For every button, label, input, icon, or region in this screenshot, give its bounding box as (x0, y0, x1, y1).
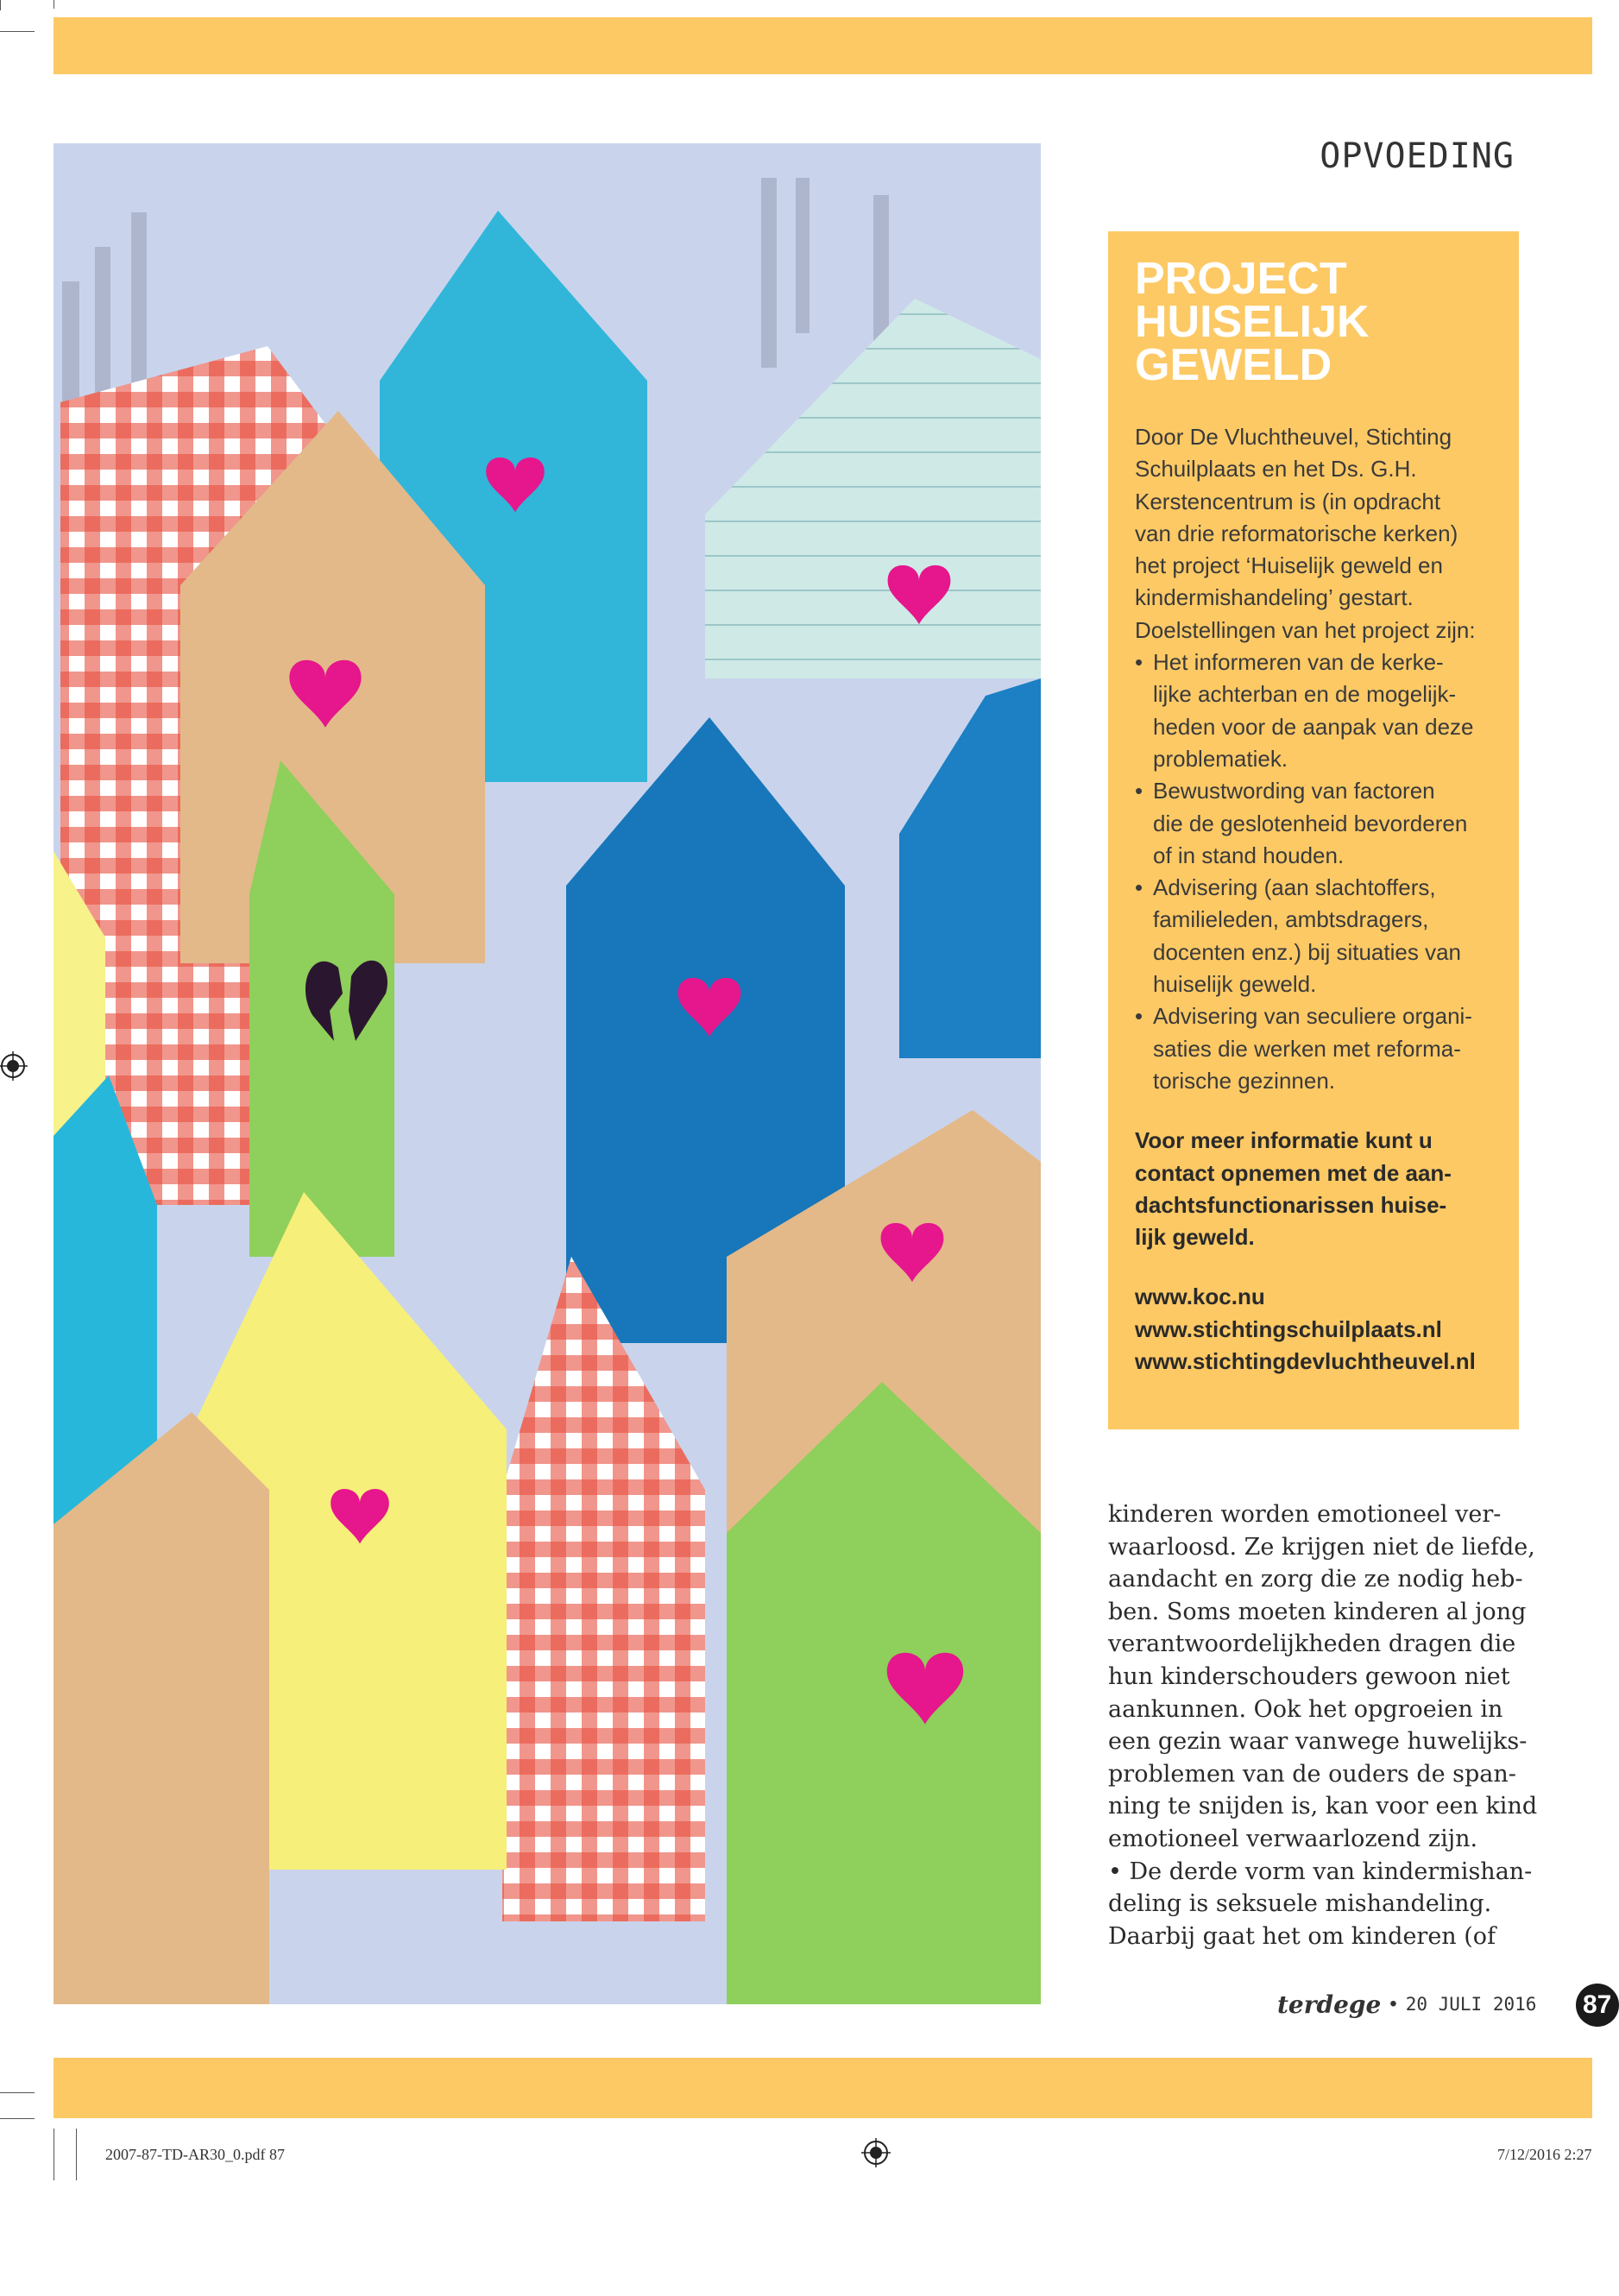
page-number: 87 (1576, 1984, 1619, 2027)
body-line: verantwoordelijkheden dragen die (1108, 1631, 1516, 1658)
body-line: een gezin waar vanwege huwelijks- (1108, 1728, 1528, 1756)
body-line: problemen van de ouders de span- (1108, 1760, 1516, 1788)
footer-separator: • (1389, 1992, 1397, 2015)
issue-date: 20 JULI 2016 (1405, 1994, 1537, 2015)
goal-line: • Het informeren van de kerke- (1153, 649, 1444, 676)
contact-line: lijk geweld. (1135, 1224, 1255, 1251)
paper-houses-illustration (54, 143, 1041, 2004)
print-slug (0, 2137, 1592, 2172)
link-schuilplaats[interactable]: www.stichtingschuilplaats.nl (1135, 1315, 1442, 1342)
goal-item (1135, 775, 1493, 872)
goal-line: familieleden, ambtsdragers, (1153, 906, 1429, 933)
slug-date: 7/12/2016 2:27 (1497, 2146, 1592, 2163)
goal-line: heden voor de aanpak van deze (1153, 713, 1474, 740)
registration-mark-icon (0, 1051, 28, 1081)
goals-list (1135, 647, 1493, 1097)
contact-line: dachtsfunctionarissen huise- (1135, 1191, 1447, 1218)
title-line: GEWELD (1135, 340, 1332, 390)
link-koc[interactable]: www.koc.nu (1135, 1284, 1265, 1310)
body-line: ben. Soms moeten kinderen al jong (1108, 1598, 1527, 1625)
goal-item (1135, 647, 1493, 775)
goal-line: • Advisering van seculiere organi- (1153, 1003, 1472, 1030)
body-line: kinderen worden emotioneel ver- (1108, 1501, 1502, 1528)
info-box-title (1135, 254, 1493, 390)
title-line: HUISELIJK (1135, 297, 1370, 347)
section-label: OPVOEDING (1320, 136, 1515, 176)
contact-line: contact opnemen met de aan- (1135, 1159, 1452, 1186)
house-kraft-bottom-left (54, 1412, 269, 2004)
body-line: deling is seksuele mishandeling. (1108, 1890, 1492, 1918)
body-line: ning te snijden is, kan voor een kind (1108, 1793, 1538, 1820)
link-vluchtheuvel[interactable]: www.stichtingdevluchtheuvel.nl (1135, 1348, 1476, 1375)
goal-line: lijke achterban en de mogelijk- (1153, 681, 1457, 708)
top-color-bar (54, 17, 1592, 74)
goal-line: • Bewustwording van factoren (1153, 778, 1435, 804)
goal-line: huiselijk geweld. (1153, 971, 1317, 998)
crop-mark (0, 0, 1, 10)
body-line: emotioneel verwaarlozend zijn. (1108, 1825, 1478, 1852)
intro-line: Kerstencentrum is (in opdracht (1135, 488, 1441, 514)
crop-mark (0, 2092, 35, 2093)
magazine-logo: terdege (1277, 1990, 1382, 2019)
contact-note (1135, 1125, 1493, 1253)
crop-mark (0, 2118, 35, 2119)
bottom-color-bar (54, 2058, 1592, 2118)
body-line: • De derde vorm van kindermishan- (1108, 1858, 1533, 1885)
goal-item (1135, 872, 1493, 1000)
intro-line: Schuilplaats en het Ds. G.H. (1135, 456, 1417, 483)
title-line: PROJECT (1135, 254, 1347, 304)
houses-collage (54, 143, 1041, 2004)
intro-line: van drie reformatorische kerken) (1135, 520, 1458, 546)
goal-line: • Advisering (aan slachtoffers, (1153, 874, 1436, 901)
goal-line: torische gezinnen. (1153, 1067, 1336, 1094)
body-line: aankunnen. Ook het opgroeien in (1108, 1695, 1503, 1723)
registration-mark-icon (861, 2138, 891, 2167)
article-body (1108, 1498, 1538, 1952)
goal-line: die de geslotenheid bevorderen (1153, 810, 1468, 836)
goal-line: docenten enz.) bij situaties van (1153, 938, 1461, 965)
body-line: aandacht en zorg die ze nodig heb- (1108, 1566, 1523, 1593)
body-line: waarloosd. Ze krijgen niet de liefde, (1108, 1533, 1535, 1561)
intro-line: kindermishandeling’ gestart. (1135, 584, 1414, 611)
contact-line: Voor meer informatie kunt u (1135, 1127, 1433, 1154)
intro-line: Door De Vluchtheuvel, Stichting (1135, 424, 1452, 450)
link-list (1135, 1281, 1493, 1378)
page-footer (1277, 1987, 1536, 2022)
info-box-intro (1135, 421, 1493, 615)
body-line: hun kinderschouders gewoon niet (1108, 1662, 1510, 1690)
goal-line: saties die werken met reforma- (1153, 1035, 1461, 1062)
intro-line: het project ‘Huiselijk geweld en (1135, 552, 1443, 579)
crop-mark (0, 31, 35, 32)
goals-heading: Doelstellingen van het project zijn: (1135, 616, 1476, 643)
body-line: Daarbij gaat het om kinderen (of (1108, 1922, 1496, 1950)
goal-line: problematiek. (1153, 745, 1288, 772)
goal-item (1135, 1000, 1493, 1097)
slug-filename: 2007-87-TD-AR30_0.pdf 87 (105, 2146, 285, 2163)
goal-line: of in stand houden. (1153, 842, 1345, 868)
info-box (1108, 231, 1519, 1429)
